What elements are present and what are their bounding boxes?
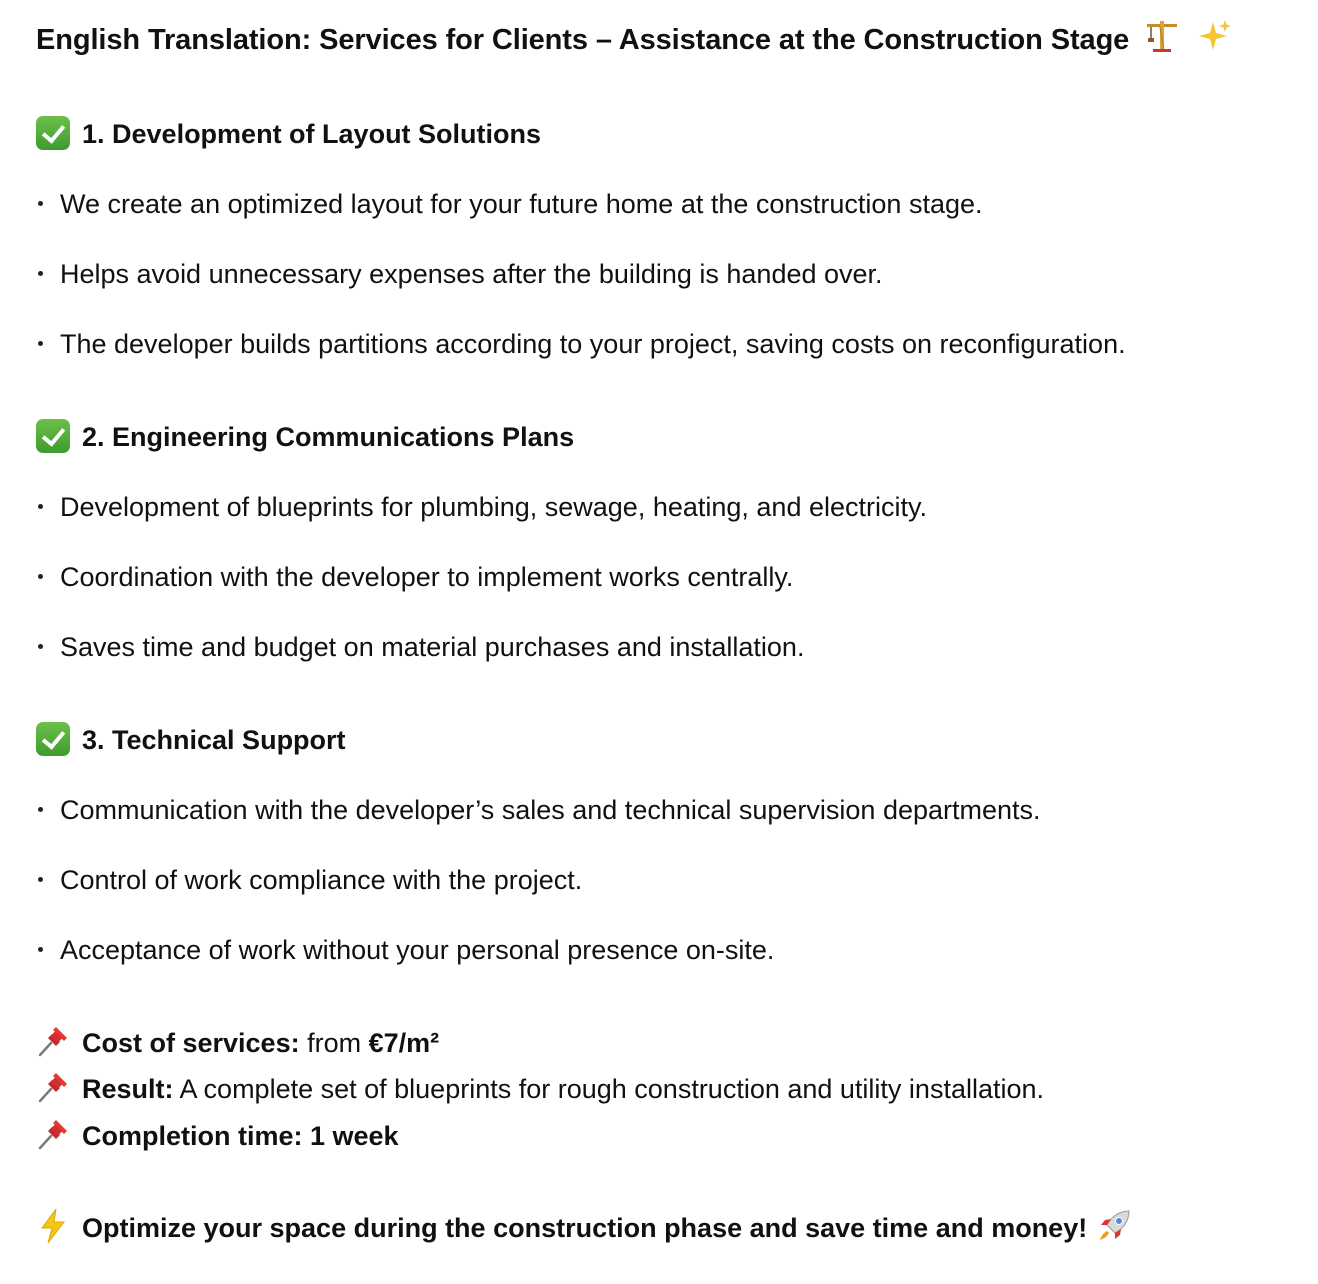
list-item-text: We create an optimized layout for your future home at the construction stage. [60,189,983,219]
list-item [36,184,983,224]
list-item [36,930,774,970]
result-value: A complete set of blueprints for rough construction and utility installation. [179,1074,1045,1104]
check-mark-icon [36,722,70,756]
page-title [36,18,1231,65]
list-item [36,487,927,527]
completion-time-label: Completion time: 1 week [82,1121,399,1151]
bullet-icon [38,341,43,346]
crane-icon [1143,18,1181,65]
title-text: English Translation: Services for Clients – Assistance at the Construction Stage [36,24,1130,57]
bullet-icon [38,271,43,276]
list-item [36,324,1126,364]
bullet-icon [38,574,43,579]
bullet-icon [38,504,43,509]
list-item-text: Saves time and budget on material purchases and installation. [60,632,805,662]
completion-time-row [36,1116,399,1156]
bullet-icon [38,807,43,812]
result-label: Result: [82,1074,174,1104]
list-item [36,254,883,294]
sparkles-icon [1195,18,1231,65]
closing-line [36,1208,1133,1249]
closing-text: Optimize your space during the construction phase and save time and money! [82,1213,1088,1243]
check-mark-icon [36,419,70,453]
list-item [36,557,793,597]
list-item-text: Coordination with the developer to implement works centrally. [60,562,794,592]
section-heading-technical-support [36,720,346,760]
result-row [36,1069,1044,1109]
list-item [36,627,804,667]
pushpin-icon [36,1024,70,1058]
pushpin-icon [36,1070,70,1104]
section-heading-text: 1. Development of Layout Solutions [82,119,542,149]
bullet-icon [38,644,43,649]
list-item-text: Control of work compliance with the project. [60,865,583,895]
section-heading-layout-solutions [36,114,541,154]
list-item [36,860,582,900]
cost-value: €7/m² [368,1028,440,1058]
list-item-text: The developer builds partitions according to your project, saving costs on reconfiguration. [60,329,1126,359]
section-heading-text: 2. Engineering Communications Plans [82,422,575,452]
check-mark-icon [36,116,70,150]
bullet-icon [38,201,43,206]
bullet-icon [38,947,43,952]
list-item-text: Communication with the developer’s sales and technical supervision departments. [60,795,1041,825]
list-item [36,790,1041,830]
cost-row [36,1023,439,1063]
bullet-icon [38,877,43,882]
rocket-icon [1095,1207,1133,1245]
cost-label: Cost of services: [82,1028,300,1058]
pushpin-icon [36,1117,70,1151]
list-item-text: Helps avoid unnecessary expenses after the building is handed over. [60,259,883,289]
section-heading-text: 3. Technical Support [82,725,346,755]
lightning-icon [36,1208,70,1244]
cost-prefix: from [307,1028,362,1058]
section-heading-engineering-plans [36,417,574,457]
list-item-text: Development of blueprints for plumbing, sewage, heating, and electricity. [60,492,927,522]
list-item-text: Acceptance of work without your personal presence on-site. [60,935,775,965]
